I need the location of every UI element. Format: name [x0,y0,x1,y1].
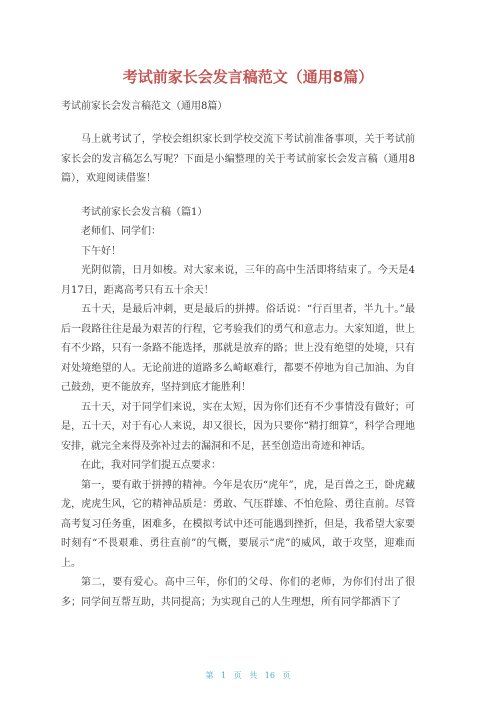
intro-paragraph: 马上就考试了，学校会组织家长到学校交流下考试前准备事项，关于考试前家长会的发言稿怎么写呢？下面是小编整理的关于考试前家长会发言稿（通用8篇），欢迎阅读借鉴！ [61,134,415,184]
body-paragraph: 第一，要有敢于拼搏的精神。今年是农历“虎年”，虎，是百兽之王，卧虎藏龙，虎虎生风，它的精神品质是：勇敢、气压群雄、不怕危险、勇往直前。尽管高考复习任务重，困难多，在模拟考试中还可能遇到挫折，但是，我希望大家要时刻有“不畏艰难、勇往直前”的气概，要展示“虎”的威风，敢于攻坚，迎难而上。 [61,479,415,569]
document-title: 考试前家长会发言稿范文（通用8篇） [122,68,374,86]
body-paragraph: 在此，我对同学们提五点要求： [81,460,221,471]
page-number-footer: 第 1 页 共 16 页 [205,671,291,680]
body-paragraph: 光阴似箭，日月如梭。对大家来说，三年的高中生活即将结束了。今天是4月17日，距离高考只有五十余天！ [61,265,415,296]
document-body [61,130,415,612]
section-title: 考试前家长会发言稿（篇1） [81,206,208,218]
document-subtitle: 考试前家长会发言稿范文（通用8篇） [61,101,228,112]
body-paragraph: 五十天，是最后冲刺，更是最后的拼搏。俗话说：“行百里者，半九十。”最后一段路往往是最为艰苦的行程，它考验我们的勇气和意志力。大家知道，世上有不少路，只有一条路不能选择，那就是放弃的路；世上没有绝望的处境，只有对处境绝望的人。无论前进的道路多么崎岖难行，都要不停地为自己加油、为自己鼓劲，更不能放弃，坚持到底才能胜利！ [61,304,415,393]
body-paragraph: 第二，要有爱心。高中三年，你们的父母、你们的老师，为你们付出了很多；同学间互帮互助，共同提高；为实现自己的人生理想，所有同学都洒下了 [61,577,415,608]
good-afternoon: 下午好！ [81,245,121,257]
greeting: 老师们、同学们： [81,226,161,237]
body-paragraph: 五十天，对于同学们来说，实在太短，因为你们还有不少事情没有做好；可是，五十天，对于有心人来说，却又很长，因为只要你“精打细算”，科学合理地安排，就完全来得及弥补过去的漏洞和不足，甚至创造出奇迹和神话。 [61,401,415,452]
